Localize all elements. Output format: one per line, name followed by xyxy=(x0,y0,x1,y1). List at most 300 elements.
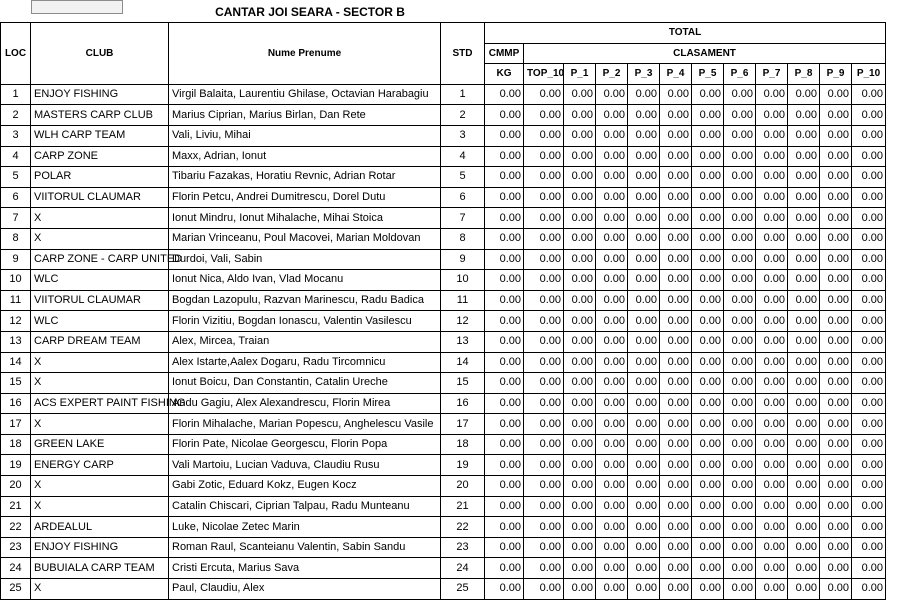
cell-p5[interactable]: 0.00 xyxy=(692,125,724,146)
cell-club[interactable]: CARP ZONE xyxy=(31,146,169,167)
cell-club[interactable]: X xyxy=(31,579,169,600)
cell-p5[interactable]: 0.00 xyxy=(692,105,724,126)
cell-p7[interactable]: 0.00 xyxy=(756,146,788,167)
cell-std[interactable]: 9 xyxy=(441,249,485,270)
cell-p3[interactable]: 0.00 xyxy=(628,105,660,126)
cell-club[interactable]: GREEN LAKE xyxy=(31,434,169,455)
cell-p3[interactable]: 0.00 xyxy=(628,270,660,291)
cell-p2[interactable]: 0.00 xyxy=(596,455,628,476)
cell-p3[interactable]: 0.00 xyxy=(628,146,660,167)
cell-p9[interactable]: 0.00 xyxy=(820,455,852,476)
cell-club[interactable]: WLC xyxy=(31,270,169,291)
cell-p3[interactable]: 0.00 xyxy=(628,228,660,249)
cell-club[interactable]: CARP DREAM TEAM xyxy=(31,331,169,352)
cell-p2[interactable]: 0.00 xyxy=(596,208,628,229)
cell-std[interactable]: 15 xyxy=(441,373,485,394)
cell-p1[interactable]: 0.00 xyxy=(564,290,596,311)
cell-top10[interactable]: 0.00 xyxy=(524,537,564,558)
cell-kg[interactable]: 0.00 xyxy=(485,352,524,373)
cell-nume[interactable]: Ionut Mindru, Ionut Mihalache, Mihai Stoica xyxy=(169,208,441,229)
cell-p9[interactable]: 0.00 xyxy=(820,352,852,373)
cell-p9[interactable]: 0.00 xyxy=(820,187,852,208)
cell-p6[interactable]: 0.00 xyxy=(724,517,756,538)
cell-p6[interactable]: 0.00 xyxy=(724,270,756,291)
cell-loc[interactable]: 14 xyxy=(1,352,31,373)
cell-p5[interactable]: 0.00 xyxy=(692,455,724,476)
cell-p8[interactable]: 0.00 xyxy=(788,414,820,435)
cell-kg[interactable]: 0.00 xyxy=(485,579,524,600)
cell-p1[interactable]: 0.00 xyxy=(564,579,596,600)
cell-top10[interactable]: 0.00 xyxy=(524,146,564,167)
cell-p9[interactable]: 0.00 xyxy=(820,537,852,558)
cell-p8[interactable]: 0.00 xyxy=(788,537,820,558)
cell-p10[interactable]: 0.00 xyxy=(852,249,886,270)
cell-std[interactable]: 13 xyxy=(441,331,485,352)
cell-p8[interactable]: 0.00 xyxy=(788,105,820,126)
cell-top10[interactable]: 0.00 xyxy=(524,393,564,414)
cell-p5[interactable]: 0.00 xyxy=(692,476,724,497)
cell-std[interactable]: 3 xyxy=(441,125,485,146)
cell-top10[interactable]: 0.00 xyxy=(524,558,564,579)
cell-p10[interactable]: 0.00 xyxy=(852,331,886,352)
cell-std[interactable]: 16 xyxy=(441,393,485,414)
cell-p2[interactable]: 0.00 xyxy=(596,558,628,579)
cell-p10[interactable]: 0.00 xyxy=(852,434,886,455)
cell-p3[interactable]: 0.00 xyxy=(628,373,660,394)
cell-p10[interactable]: 0.00 xyxy=(852,167,886,188)
cell-p1[interactable]: 0.00 xyxy=(564,167,596,188)
cell-nume[interactable]: Alex Istarte,Aalex Dogaru, Radu Tircomnicu xyxy=(169,352,441,373)
cell-kg[interactable]: 0.00 xyxy=(485,331,524,352)
cell-nume[interactable]: Marian Vrinceanu, Poul Macovei, Marian Moldovan xyxy=(169,228,441,249)
cell-p8[interactable]: 0.00 xyxy=(788,517,820,538)
cell-p3[interactable]: 0.00 xyxy=(628,434,660,455)
cell-loc[interactable]: 23 xyxy=(1,537,31,558)
cell-p7[interactable]: 0.00 xyxy=(756,187,788,208)
cell-p1[interactable]: 0.00 xyxy=(564,496,596,517)
cell-kg[interactable]: 0.00 xyxy=(485,228,524,249)
cell-p7[interactable]: 0.00 xyxy=(756,414,788,435)
cell-nume[interactable]: Luke, Nicolae Zetec Marin xyxy=(169,517,441,538)
cell-loc[interactable]: 22 xyxy=(1,517,31,538)
cell-p4[interactable]: 0.00 xyxy=(660,558,692,579)
cell-p3[interactable]: 0.00 xyxy=(628,455,660,476)
cell-nume[interactable]: Vali Martoiu, Lucian Vaduva, Claudiu Rusu xyxy=(169,455,441,476)
cell-p3[interactable]: 0.00 xyxy=(628,579,660,600)
cell-p8[interactable]: 0.00 xyxy=(788,84,820,105)
cell-p1[interactable]: 0.00 xyxy=(564,558,596,579)
cell-p8[interactable]: 0.00 xyxy=(788,167,820,188)
cell-p7[interactable]: 0.00 xyxy=(756,228,788,249)
cell-p2[interactable]: 0.00 xyxy=(596,414,628,435)
cell-p2[interactable]: 0.00 xyxy=(596,352,628,373)
cell-p4[interactable]: 0.00 xyxy=(660,105,692,126)
cell-std[interactable]: 18 xyxy=(441,434,485,455)
cell-nume[interactable]: Vali, Liviu, Mihai xyxy=(169,125,441,146)
cell-std[interactable]: 5 xyxy=(441,167,485,188)
cell-loc[interactable]: 17 xyxy=(1,414,31,435)
cell-p10[interactable]: 0.00 xyxy=(852,476,886,497)
cell-p6[interactable]: 0.00 xyxy=(724,167,756,188)
cell-p10[interactable]: 0.00 xyxy=(852,537,886,558)
cell-p5[interactable]: 0.00 xyxy=(692,208,724,229)
cell-kg[interactable]: 0.00 xyxy=(485,496,524,517)
cell-loc[interactable]: 21 xyxy=(1,496,31,517)
cell-top10[interactable]: 0.00 xyxy=(524,187,564,208)
cell-kg[interactable]: 0.00 xyxy=(485,517,524,538)
cell-p7[interactable]: 0.00 xyxy=(756,517,788,538)
cell-nume[interactable]: Roman Raul, Scanteianu Valentin, Sabin Sandu xyxy=(169,537,441,558)
cell-p8[interactable]: 0.00 xyxy=(788,331,820,352)
cell-p4[interactable]: 0.00 xyxy=(660,125,692,146)
cell-kg[interactable]: 0.00 xyxy=(485,125,524,146)
cell-loc[interactable]: 16 xyxy=(1,393,31,414)
cell-club[interactable]: X xyxy=(31,228,169,249)
cell-loc[interactable]: 8 xyxy=(1,228,31,249)
cell-kg[interactable]: 0.00 xyxy=(485,146,524,167)
cell-nume[interactable]: Florin Pate, Nicolae Georgescu, Florin Popa xyxy=(169,434,441,455)
cell-p3[interactable]: 0.00 xyxy=(628,331,660,352)
cell-p2[interactable]: 0.00 xyxy=(596,579,628,600)
cell-p5[interactable]: 0.00 xyxy=(692,496,724,517)
cell-nume[interactable]: Alex, Mircea, Traian xyxy=(169,331,441,352)
cell-p1[interactable]: 0.00 xyxy=(564,373,596,394)
cell-p3[interactable]: 0.00 xyxy=(628,496,660,517)
cell-p7[interactable]: 0.00 xyxy=(756,558,788,579)
cell-p10[interactable]: 0.00 xyxy=(852,558,886,579)
cell-nume[interactable]: Florin Mihalache, Marian Popescu, Anghelescu Vasile xyxy=(169,414,441,435)
cell-std[interactable]: 1 xyxy=(441,84,485,105)
cell-p5[interactable]: 0.00 xyxy=(692,373,724,394)
cell-p3[interactable]: 0.00 xyxy=(628,311,660,332)
cell-top10[interactable]: 0.00 xyxy=(524,373,564,394)
cell-p9[interactable]: 0.00 xyxy=(820,517,852,538)
cell-p9[interactable]: 0.00 xyxy=(820,270,852,291)
cell-p2[interactable]: 0.00 xyxy=(596,434,628,455)
cell-p4[interactable]: 0.00 xyxy=(660,311,692,332)
cell-nume[interactable]: Bogdan Lazopulu, Razvan Marinescu, Radu Badica xyxy=(169,290,441,311)
cell-p2[interactable]: 0.00 xyxy=(596,331,628,352)
cell-p2[interactable]: 0.00 xyxy=(596,496,628,517)
cell-p1[interactable]: 0.00 xyxy=(564,476,596,497)
cell-p4[interactable]: 0.00 xyxy=(660,579,692,600)
cell-kg[interactable]: 0.00 xyxy=(485,434,524,455)
cell-loc[interactable]: 12 xyxy=(1,311,31,332)
cell-p5[interactable]: 0.00 xyxy=(692,270,724,291)
cell-p9[interactable]: 0.00 xyxy=(820,167,852,188)
cell-top10[interactable]: 0.00 xyxy=(524,105,564,126)
cell-p6[interactable]: 0.00 xyxy=(724,537,756,558)
cell-p4[interactable]: 0.00 xyxy=(660,352,692,373)
cell-p8[interactable]: 0.00 xyxy=(788,208,820,229)
cell-p8[interactable]: 0.00 xyxy=(788,434,820,455)
cell-p9[interactable]: 0.00 xyxy=(820,105,852,126)
cell-p6[interactable]: 0.00 xyxy=(724,84,756,105)
cell-p3[interactable]: 0.00 xyxy=(628,414,660,435)
cell-p4[interactable]: 0.00 xyxy=(660,249,692,270)
cell-nume[interactable]: Maxx, Adrian, Ionut xyxy=(169,146,441,167)
cell-p8[interactable]: 0.00 xyxy=(788,455,820,476)
cell-p8[interactable]: 0.00 xyxy=(788,270,820,291)
cell-p2[interactable]: 0.00 xyxy=(596,311,628,332)
cell-p5[interactable]: 0.00 xyxy=(692,414,724,435)
cell-std[interactable]: 12 xyxy=(441,311,485,332)
cell-p9[interactable]: 0.00 xyxy=(820,393,852,414)
cell-p9[interactable]: 0.00 xyxy=(820,125,852,146)
cell-p8[interactable]: 0.00 xyxy=(788,352,820,373)
cell-p9[interactable]: 0.00 xyxy=(820,373,852,394)
cell-p7[interactable]: 0.00 xyxy=(756,537,788,558)
cell-kg[interactable]: 0.00 xyxy=(485,249,524,270)
cell-p3[interactable]: 0.00 xyxy=(628,517,660,538)
cell-p9[interactable]: 0.00 xyxy=(820,579,852,600)
cell-top10[interactable]: 0.00 xyxy=(524,228,564,249)
cell-p1[interactable]: 0.00 xyxy=(564,125,596,146)
cell-loc[interactable]: 10 xyxy=(1,270,31,291)
cell-p6[interactable]: 0.00 xyxy=(724,146,756,167)
cell-p9[interactable]: 0.00 xyxy=(820,249,852,270)
cell-p10[interactable]: 0.00 xyxy=(852,393,886,414)
cell-p6[interactable]: 0.00 xyxy=(724,311,756,332)
cell-p10[interactable]: 0.00 xyxy=(852,125,886,146)
cell-nume[interactable]: Florin Vizitiu, Bogdan Ionascu, Valentin Vasilescu xyxy=(169,311,441,332)
cell-club[interactable]: X xyxy=(31,373,169,394)
cell-loc[interactable]: 18 xyxy=(1,434,31,455)
cell-p3[interactable]: 0.00 xyxy=(628,558,660,579)
cell-p5[interactable]: 0.00 xyxy=(692,84,724,105)
cell-club[interactable]: X xyxy=(31,414,169,435)
cell-p10[interactable]: 0.00 xyxy=(852,208,886,229)
cell-loc[interactable]: 7 xyxy=(1,208,31,229)
cell-top10[interactable]: 0.00 xyxy=(524,434,564,455)
cell-kg[interactable]: 0.00 xyxy=(485,84,524,105)
cell-top10[interactable]: 0.00 xyxy=(524,311,564,332)
cell-p2[interactable]: 0.00 xyxy=(596,517,628,538)
cell-p1[interactable]: 0.00 xyxy=(564,517,596,538)
cell-p1[interactable]: 0.00 xyxy=(564,352,596,373)
cell-p4[interactable]: 0.00 xyxy=(660,537,692,558)
cell-club[interactable]: BUBUIALA CARP TEAM xyxy=(31,558,169,579)
cell-kg[interactable]: 0.00 xyxy=(485,455,524,476)
cell-p7[interactable]: 0.00 xyxy=(756,167,788,188)
cell-p5[interactable]: 0.00 xyxy=(692,558,724,579)
cell-p6[interactable]: 0.00 xyxy=(724,125,756,146)
cell-p1[interactable]: 0.00 xyxy=(564,270,596,291)
cell-p1[interactable]: 0.00 xyxy=(564,105,596,126)
cell-p1[interactable]: 0.00 xyxy=(564,146,596,167)
cell-p8[interactable]: 0.00 xyxy=(788,311,820,332)
cell-p4[interactable]: 0.00 xyxy=(660,290,692,311)
cell-p10[interactable]: 0.00 xyxy=(852,105,886,126)
cell-p2[interactable]: 0.00 xyxy=(596,167,628,188)
cell-p3[interactable]: 0.00 xyxy=(628,537,660,558)
cell-p7[interactable]: 0.00 xyxy=(756,270,788,291)
cell-top10[interactable]: 0.00 xyxy=(524,579,564,600)
cell-p2[interactable]: 0.00 xyxy=(596,537,628,558)
cell-std[interactable]: 4 xyxy=(441,146,485,167)
cell-p5[interactable]: 0.00 xyxy=(692,331,724,352)
cell-p10[interactable]: 0.00 xyxy=(852,84,886,105)
cell-p5[interactable]: 0.00 xyxy=(692,167,724,188)
cell-loc[interactable]: 5 xyxy=(1,167,31,188)
cell-p7[interactable]: 0.00 xyxy=(756,393,788,414)
cell-p6[interactable]: 0.00 xyxy=(724,393,756,414)
cell-loc[interactable]: 11 xyxy=(1,290,31,311)
cell-p7[interactable]: 0.00 xyxy=(756,455,788,476)
cell-p10[interactable]: 0.00 xyxy=(852,187,886,208)
cell-p8[interactable]: 0.00 xyxy=(788,476,820,497)
cell-p8[interactable]: 0.00 xyxy=(788,373,820,394)
cell-std[interactable]: 20 xyxy=(441,476,485,497)
cell-loc[interactable]: 1 xyxy=(1,84,31,105)
cell-top10[interactable]: 0.00 xyxy=(524,331,564,352)
cell-p5[interactable]: 0.00 xyxy=(692,228,724,249)
cell-p2[interactable]: 0.00 xyxy=(596,84,628,105)
cell-p10[interactable]: 0.00 xyxy=(852,228,886,249)
cell-p4[interactable]: 0.00 xyxy=(660,146,692,167)
cell-p7[interactable]: 0.00 xyxy=(756,373,788,394)
cell-p9[interactable]: 0.00 xyxy=(820,414,852,435)
cell-std[interactable]: 10 xyxy=(441,270,485,291)
cell-p2[interactable]: 0.00 xyxy=(596,270,628,291)
cell-nume[interactable]: Paul, Claudiu, Alex xyxy=(169,579,441,600)
cell-top10[interactable]: 0.00 xyxy=(524,167,564,188)
cell-p6[interactable]: 0.00 xyxy=(724,558,756,579)
cell-p9[interactable]: 0.00 xyxy=(820,208,852,229)
cell-p6[interactable]: 0.00 xyxy=(724,249,756,270)
cell-kg[interactable]: 0.00 xyxy=(485,414,524,435)
cell-top10[interactable]: 0.00 xyxy=(524,476,564,497)
cell-std[interactable]: 7 xyxy=(441,208,485,229)
cell-p8[interactable]: 0.00 xyxy=(788,579,820,600)
cell-loc[interactable]: 9 xyxy=(1,249,31,270)
cell-top10[interactable]: 0.00 xyxy=(524,352,564,373)
cell-p8[interactable]: 0.00 xyxy=(788,496,820,517)
cell-top10[interactable]: 0.00 xyxy=(524,208,564,229)
cell-club[interactable]: X xyxy=(31,208,169,229)
cell-top10[interactable]: 0.00 xyxy=(524,414,564,435)
cell-p3[interactable]: 0.00 xyxy=(628,125,660,146)
cell-p4[interactable]: 0.00 xyxy=(660,414,692,435)
cell-kg[interactable]: 0.00 xyxy=(485,537,524,558)
cell-kg[interactable]: 0.00 xyxy=(485,558,524,579)
cell-p6[interactable]: 0.00 xyxy=(724,228,756,249)
cell-club[interactable]: ARDEALUL xyxy=(31,517,169,538)
cell-std[interactable]: 6 xyxy=(441,187,485,208)
cell-p4[interactable]: 0.00 xyxy=(660,496,692,517)
cell-p1[interactable]: 0.00 xyxy=(564,414,596,435)
cell-p1[interactable]: 0.00 xyxy=(564,249,596,270)
cell-p4[interactable]: 0.00 xyxy=(660,373,692,394)
cell-p2[interactable]: 0.00 xyxy=(596,228,628,249)
cell-p9[interactable]: 0.00 xyxy=(820,331,852,352)
cell-club[interactable]: VIITORUL CLAUMAR xyxy=(31,187,169,208)
cell-club[interactable]: ACS EXPERT PAINT FISHING xyxy=(31,393,169,414)
cell-p7[interactable]: 0.00 xyxy=(756,249,788,270)
cell-p10[interactable]: 0.00 xyxy=(852,352,886,373)
cell-std[interactable]: 17 xyxy=(441,414,485,435)
cell-std[interactable]: 11 xyxy=(441,290,485,311)
cell-p1[interactable]: 0.00 xyxy=(564,434,596,455)
cell-p9[interactable]: 0.00 xyxy=(820,558,852,579)
cell-club[interactable]: WLC xyxy=(31,311,169,332)
cell-nume[interactable]: Ionut Nica, Aldo Ivan, Vlad Mocanu xyxy=(169,270,441,291)
cell-p8[interactable]: 0.00 xyxy=(788,393,820,414)
cell-std[interactable]: 23 xyxy=(441,537,485,558)
cell-std[interactable]: 21 xyxy=(441,496,485,517)
cell-p3[interactable]: 0.00 xyxy=(628,476,660,497)
cell-p4[interactable]: 0.00 xyxy=(660,84,692,105)
cell-p10[interactable]: 0.00 xyxy=(852,496,886,517)
cell-p3[interactable]: 0.00 xyxy=(628,249,660,270)
cell-p3[interactable]: 0.00 xyxy=(628,167,660,188)
cell-std[interactable]: 25 xyxy=(441,579,485,600)
cell-p10[interactable]: 0.00 xyxy=(852,311,886,332)
cell-loc[interactable]: 20 xyxy=(1,476,31,497)
cell-p7[interactable]: 0.00 xyxy=(756,496,788,517)
cell-loc[interactable]: 25 xyxy=(1,579,31,600)
cell-p5[interactable]: 0.00 xyxy=(692,290,724,311)
cell-nume[interactable]: Gabi Zotic, Eduard Kokz, Eugen Kocz xyxy=(169,476,441,497)
cell-p7[interactable]: 0.00 xyxy=(756,290,788,311)
cell-p2[interactable]: 0.00 xyxy=(596,290,628,311)
cell-p2[interactable]: 0.00 xyxy=(596,146,628,167)
cell-loc[interactable]: 3 xyxy=(1,125,31,146)
cell-top10[interactable]: 0.00 xyxy=(524,270,564,291)
cell-loc[interactable]: 13 xyxy=(1,331,31,352)
cell-p3[interactable]: 0.00 xyxy=(628,352,660,373)
cell-p9[interactable]: 0.00 xyxy=(820,496,852,517)
cell-p1[interactable]: 0.00 xyxy=(564,228,596,249)
cell-p3[interactable]: 0.00 xyxy=(628,84,660,105)
cell-p7[interactable]: 0.00 xyxy=(756,352,788,373)
cell-p6[interactable]: 0.00 xyxy=(724,373,756,394)
cell-p2[interactable]: 0.00 xyxy=(596,187,628,208)
cell-p5[interactable]: 0.00 xyxy=(692,249,724,270)
cell-p3[interactable]: 0.00 xyxy=(628,208,660,229)
cell-p3[interactable]: 0.00 xyxy=(628,393,660,414)
cell-p1[interactable]: 0.00 xyxy=(564,208,596,229)
cell-loc[interactable]: 2 xyxy=(1,105,31,126)
cell-top10[interactable]: 0.00 xyxy=(524,290,564,311)
cell-p7[interactable]: 0.00 xyxy=(756,434,788,455)
cell-p7[interactable]: 0.00 xyxy=(756,476,788,497)
cell-p4[interactable]: 0.00 xyxy=(660,208,692,229)
cell-p3[interactable]: 0.00 xyxy=(628,290,660,311)
cell-p9[interactable]: 0.00 xyxy=(820,311,852,332)
cell-p4[interactable]: 0.00 xyxy=(660,393,692,414)
cell-loc[interactable]: 6 xyxy=(1,187,31,208)
cell-p4[interactable]: 0.00 xyxy=(660,228,692,249)
cell-p9[interactable]: 0.00 xyxy=(820,476,852,497)
cell-p6[interactable]: 0.00 xyxy=(724,352,756,373)
cell-p3[interactable]: 0.00 xyxy=(628,187,660,208)
cell-p5[interactable]: 0.00 xyxy=(692,187,724,208)
cell-p5[interactable]: 0.00 xyxy=(692,579,724,600)
cell-kg[interactable]: 0.00 xyxy=(485,105,524,126)
cell-p4[interactable]: 0.00 xyxy=(660,167,692,188)
cell-p6[interactable]: 0.00 xyxy=(724,331,756,352)
cell-club[interactable]: WLH CARP TEAM xyxy=(31,125,169,146)
cell-p9[interactable]: 0.00 xyxy=(820,228,852,249)
cell-p1[interactable]: 0.00 xyxy=(564,311,596,332)
cell-p6[interactable]: 0.00 xyxy=(724,187,756,208)
cell-club[interactable]: X xyxy=(31,496,169,517)
cell-nume[interactable]: Catalin Chiscari, Ciprian Talpau, Radu Munteanu xyxy=(169,496,441,517)
cell-nume[interactable]: Andu Gagiu, Alex Alexandrescu, Florin Mirea xyxy=(169,393,441,414)
cell-std[interactable]: 24 xyxy=(441,558,485,579)
cell-loc[interactable]: 24 xyxy=(1,558,31,579)
